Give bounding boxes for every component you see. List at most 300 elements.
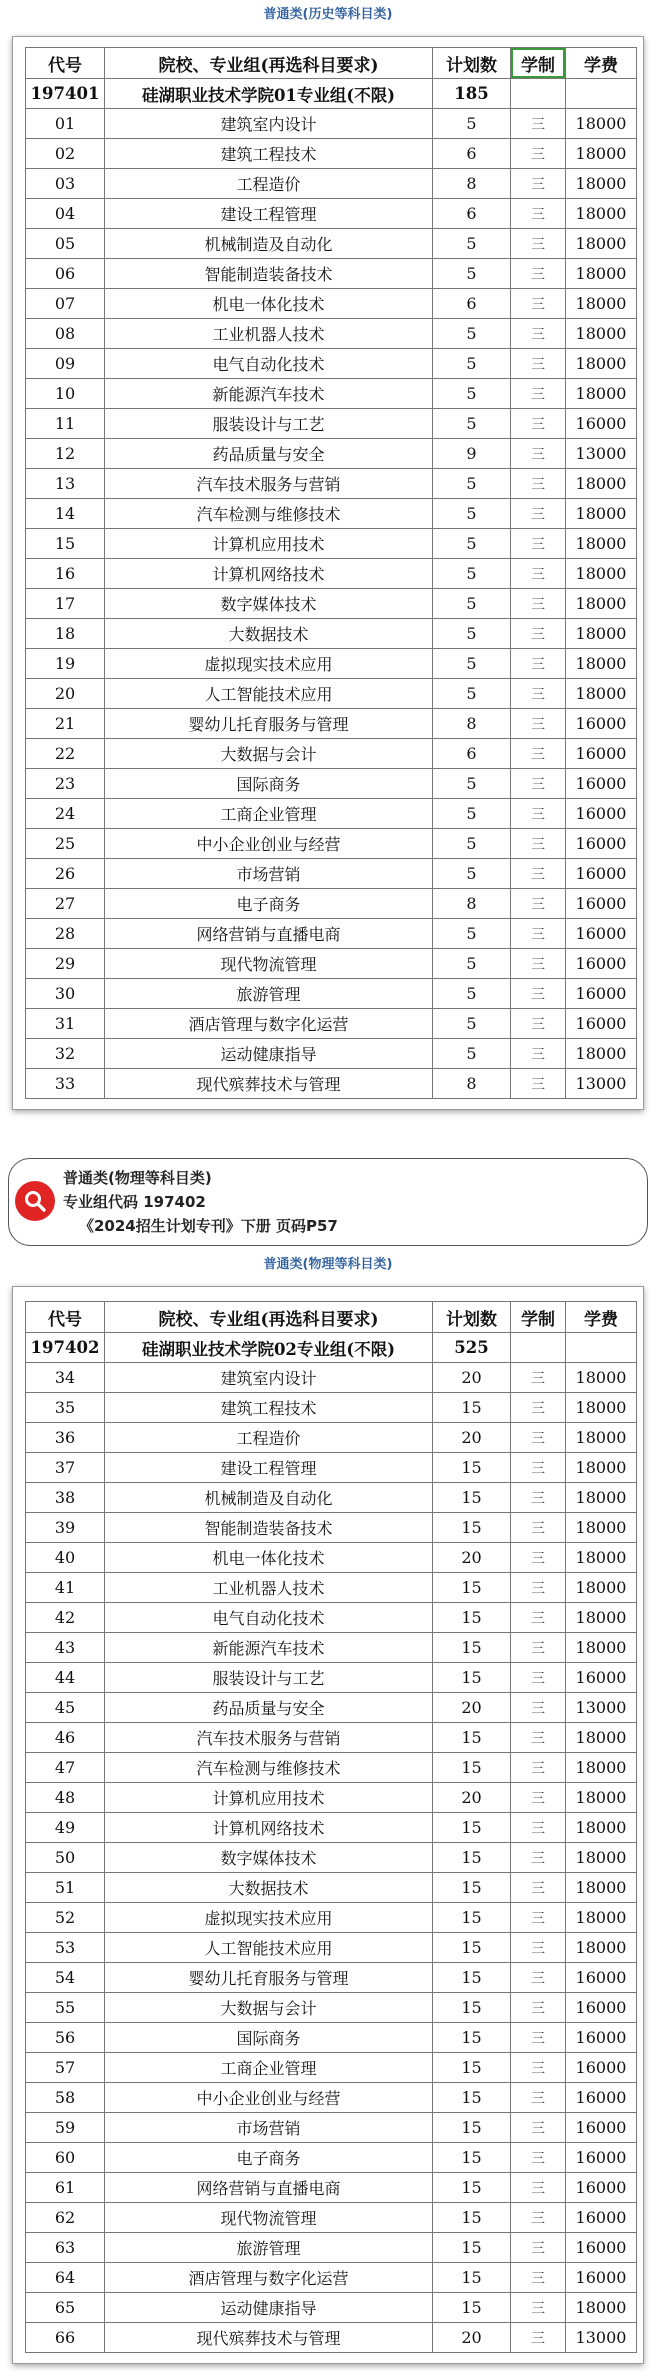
row-duration: 三 xyxy=(511,769,566,799)
row-code: 65 xyxy=(26,2293,105,2323)
row-plan-count: 15 xyxy=(433,2263,511,2293)
row-fee: 18000 xyxy=(566,619,637,649)
row-duration: 三 xyxy=(511,1783,566,1813)
row-code: 28 xyxy=(26,919,105,949)
row-major-name: 现代物流管理 xyxy=(105,2203,433,2233)
row-code: 08 xyxy=(26,319,105,349)
table-row xyxy=(26,949,637,979)
row-fee: 18000 xyxy=(566,1813,637,1843)
table-row xyxy=(26,2173,637,2203)
row-plan-count: 20 xyxy=(433,1543,511,1573)
table-row xyxy=(26,2053,637,2083)
row-plan-count: 15 xyxy=(433,1573,511,1603)
table-row xyxy=(26,589,637,619)
row-code: 63 xyxy=(26,2233,105,2263)
row-major-name: 现代殡葬技术与管理 xyxy=(105,1069,433,1099)
row-code: 30 xyxy=(26,979,105,1009)
row-plan-count: 15 xyxy=(433,2233,511,2263)
group-name: 硅湖职业技术学院02专业组(不限) xyxy=(105,1333,433,1363)
table-row xyxy=(26,1363,637,1393)
row-plan-count: 6 xyxy=(433,289,511,319)
row-fee: 16000 xyxy=(566,1993,637,2023)
row-code: 10 xyxy=(26,379,105,409)
table-row xyxy=(26,1603,637,1633)
row-code: 37 xyxy=(26,1453,105,1483)
row-duration: 三 xyxy=(511,439,566,469)
row-fee: 16000 xyxy=(566,949,637,979)
row-plan-count: 15 xyxy=(433,2113,511,2143)
row-major-name: 运动健康指导 xyxy=(105,2293,433,2323)
row-code: 45 xyxy=(26,1693,105,1723)
group-row xyxy=(26,79,637,109)
row-code: 61 xyxy=(26,2173,105,2203)
row-fee: 16000 xyxy=(566,859,637,889)
table-row xyxy=(26,1483,637,1513)
table-row xyxy=(26,259,637,289)
row-code: 18 xyxy=(26,619,105,649)
row-code: 48 xyxy=(26,1783,105,1813)
row-fee: 18000 xyxy=(566,1513,637,1543)
plan-table-physics xyxy=(25,1301,637,2353)
group-plan: 185 xyxy=(433,79,511,109)
row-fee: 16000 xyxy=(566,979,637,1009)
row-plan-count: 15 xyxy=(433,1603,511,1633)
row-code: 38 xyxy=(26,1483,105,1513)
row-major-name: 机械制造及自动化 xyxy=(105,229,433,259)
row-major-name: 大数据与会计 xyxy=(105,1993,433,2023)
row-code: 24 xyxy=(26,799,105,829)
row-duration: 三 xyxy=(511,379,566,409)
row-major-name: 婴幼儿托育服务与管理 xyxy=(105,709,433,739)
row-duration: 三 xyxy=(511,859,566,889)
row-major-name: 虚拟现实技术应用 xyxy=(105,649,433,679)
row-plan-count: 15 xyxy=(433,1963,511,1993)
row-duration: 三 xyxy=(511,829,566,859)
row-code: 32 xyxy=(26,1039,105,1069)
row-major-name: 电气自动化技术 xyxy=(105,1603,433,1633)
row-plan-count: 15 xyxy=(433,1723,511,1753)
table-row xyxy=(26,319,637,349)
row-duration: 三 xyxy=(511,619,566,649)
row-duration: 三 xyxy=(511,169,566,199)
row-major-name: 市场营销 xyxy=(105,859,433,889)
row-plan-count: 5 xyxy=(433,469,511,499)
row-duration: 三 xyxy=(511,2233,566,2263)
row-fee: 13000 xyxy=(566,1069,637,1099)
row-code: 54 xyxy=(26,1963,105,1993)
row-fee: 18000 xyxy=(566,649,637,679)
group-fee xyxy=(566,79,637,109)
table-row xyxy=(26,2233,637,2263)
row-duration: 三 xyxy=(511,559,566,589)
row-fee: 16000 xyxy=(566,709,637,739)
row-fee: 18000 xyxy=(566,1393,637,1423)
row-major-name: 汽车技术服务与营销 xyxy=(105,469,433,499)
table-row xyxy=(26,529,637,559)
row-code: 20 xyxy=(26,679,105,709)
table-row xyxy=(26,1933,637,1963)
row-major-name: 酒店管理与数字化运营 xyxy=(105,1009,433,1039)
row-code: 25 xyxy=(26,829,105,859)
row-plan-count: 9 xyxy=(433,439,511,469)
row-plan-count: 20 xyxy=(433,2323,511,2353)
row-major-name: 智能制造装备技术 xyxy=(105,1513,433,1543)
row-major-name: 数字媒体技术 xyxy=(105,1843,433,1873)
row-major-name: 建筑室内设计 xyxy=(105,1363,433,1393)
row-fee: 18000 xyxy=(566,1903,637,1933)
row-plan-count: 15 xyxy=(433,1813,511,1843)
plan-table-history xyxy=(25,47,637,1099)
history-table-panel xyxy=(12,36,644,1110)
row-code: 13 xyxy=(26,469,105,499)
row-fee: 16000 xyxy=(566,2263,637,2293)
row-code: 33 xyxy=(26,1069,105,1099)
row-major-name: 汽车检测与维修技术 xyxy=(105,499,433,529)
table-row xyxy=(26,1873,637,1903)
row-duration: 三 xyxy=(511,1843,566,1873)
row-fee: 16000 xyxy=(566,829,637,859)
row-plan-count: 5 xyxy=(433,1039,511,1069)
row-plan-count: 8 xyxy=(433,169,511,199)
row-plan-count: 15 xyxy=(433,2053,511,2083)
row-major-name: 药品质量与安全 xyxy=(105,439,433,469)
row-duration: 三 xyxy=(511,2113,566,2143)
table-row xyxy=(26,2323,637,2353)
row-fee: 16000 xyxy=(566,2023,637,2053)
row-duration: 三 xyxy=(511,1663,566,1693)
row-code: 44 xyxy=(26,1663,105,1693)
row-plan-count: 15 xyxy=(433,1903,511,1933)
row-major-name: 汽车技术服务与营销 xyxy=(105,1723,433,1753)
row-major-name: 酒店管理与数字化运营 xyxy=(105,2263,433,2293)
table-row xyxy=(26,769,637,799)
banner-category: 普通类(物理等科目类) xyxy=(63,1169,212,1187)
row-code: 15 xyxy=(26,529,105,559)
row-fee: 16000 xyxy=(566,739,637,769)
row-duration: 三 xyxy=(511,1483,566,1513)
row-code: 42 xyxy=(26,1603,105,1633)
row-plan-count: 5 xyxy=(433,109,511,139)
row-code: 06 xyxy=(26,259,105,289)
row-duration: 三 xyxy=(511,289,566,319)
row-duration: 三 xyxy=(511,2263,566,2293)
row-major-name: 新能源汽车技术 xyxy=(105,1633,433,1663)
group-code: 197402 xyxy=(26,1333,105,1363)
row-duration: 三 xyxy=(511,529,566,559)
row-duration: 三 xyxy=(511,589,566,619)
row-major-name: 新能源汽车技术 xyxy=(105,379,433,409)
row-fee: 18000 xyxy=(566,559,637,589)
row-plan-count: 5 xyxy=(433,499,511,529)
search-icon[interactable] xyxy=(15,1181,55,1221)
row-major-name: 建筑工程技术 xyxy=(105,1393,433,1423)
row-plan-count: 15 xyxy=(433,1993,511,2023)
row-major-name: 国际商务 xyxy=(105,2023,433,2053)
row-duration: 三 xyxy=(511,139,566,169)
row-plan-count: 5 xyxy=(433,409,511,439)
table-row xyxy=(26,559,637,589)
row-fee: 18000 xyxy=(566,1843,637,1873)
row-plan-count: 15 xyxy=(433,1453,511,1483)
row-code: 60 xyxy=(26,2143,105,2173)
row-code: 26 xyxy=(26,859,105,889)
row-plan-count: 15 xyxy=(433,1873,511,1903)
table-row xyxy=(26,469,637,499)
row-fee: 18000 xyxy=(566,679,637,709)
table-row xyxy=(26,2263,637,2293)
header-plan: 计划数 xyxy=(433,48,511,79)
table-row xyxy=(26,1963,637,1993)
row-plan-count: 5 xyxy=(433,349,511,379)
row-plan-count: 8 xyxy=(433,709,511,739)
row-duration: 三 xyxy=(511,2143,566,2173)
row-duration: 三 xyxy=(511,679,566,709)
group-plan: 525 xyxy=(433,1333,511,1363)
row-major-name: 服装设计与工艺 xyxy=(105,1663,433,1693)
table-row xyxy=(26,1513,637,1543)
table-row xyxy=(26,2023,637,2053)
header-duration[interactable]: 学制 xyxy=(511,48,566,79)
table-row xyxy=(26,169,637,199)
row-code: 17 xyxy=(26,589,105,619)
row-major-name: 国际商务 xyxy=(105,769,433,799)
row-fee: 16000 xyxy=(566,889,637,919)
row-fee: 16000 xyxy=(566,2083,637,2113)
row-code: 52 xyxy=(26,1903,105,1933)
table-row xyxy=(26,1573,637,1603)
row-duration: 三 xyxy=(511,109,566,139)
table-row xyxy=(26,1543,637,1573)
table-row xyxy=(26,349,637,379)
table-row xyxy=(26,1633,637,1663)
row-plan-count: 15 xyxy=(433,2023,511,2053)
header-name: 院校、专业组(再选科目要求) xyxy=(105,1302,433,1333)
table-row xyxy=(26,1693,637,1723)
row-fee: 18000 xyxy=(566,139,637,169)
row-duration: 三 xyxy=(511,1423,566,1453)
group-row xyxy=(26,1333,637,1363)
row-duration: 三 xyxy=(511,799,566,829)
row-plan-count: 5 xyxy=(433,949,511,979)
row-code: 02 xyxy=(26,139,105,169)
row-major-name: 虚拟现实技术应用 xyxy=(105,1903,433,1933)
row-major-name: 建设工程管理 xyxy=(105,199,433,229)
row-fee: 18000 xyxy=(566,289,637,319)
row-fee: 18000 xyxy=(566,199,637,229)
row-duration: 三 xyxy=(511,1069,566,1099)
row-plan-count: 5 xyxy=(433,319,511,349)
row-duration: 三 xyxy=(511,2203,566,2233)
row-major-name: 计算机网络技术 xyxy=(105,559,433,589)
row-fee: 18000 xyxy=(566,1723,637,1753)
row-major-name: 工商企业管理 xyxy=(105,2053,433,2083)
row-duration: 三 xyxy=(511,409,566,439)
table-row xyxy=(26,739,637,769)
row-major-name: 电子商务 xyxy=(105,2143,433,2173)
row-plan-count: 15 xyxy=(433,1663,511,1693)
row-code: 16 xyxy=(26,559,105,589)
table-row xyxy=(26,1723,637,1753)
row-duration: 三 xyxy=(511,1813,566,1843)
row-major-name: 工业机器人技术 xyxy=(105,1573,433,1603)
row-duration: 三 xyxy=(511,1009,566,1039)
header-plan: 计划数 xyxy=(433,1302,511,1333)
search-banner[interactable] xyxy=(8,1158,648,1246)
table-row xyxy=(26,1903,637,1933)
table-row xyxy=(26,199,637,229)
row-fee: 18000 xyxy=(566,169,637,199)
row-major-name: 机械制造及自动化 xyxy=(105,1483,433,1513)
table-row xyxy=(26,799,637,829)
row-fee: 18000 xyxy=(566,229,637,259)
table-row xyxy=(26,2143,637,2173)
row-plan-count: 5 xyxy=(433,919,511,949)
row-code: 50 xyxy=(26,1843,105,1873)
row-fee: 16000 xyxy=(566,2233,637,2263)
table-row xyxy=(26,919,637,949)
table-header-row xyxy=(26,1302,637,1333)
row-plan-count: 15 xyxy=(433,2293,511,2323)
row-code: 22 xyxy=(26,739,105,769)
row-code: 36 xyxy=(26,1423,105,1453)
row-major-name: 现代殡葬技术与管理 xyxy=(105,2323,433,2353)
table-header-row xyxy=(26,48,637,79)
row-code: 47 xyxy=(26,1753,105,1783)
row-major-name: 数字媒体技术 xyxy=(105,589,433,619)
row-code: 14 xyxy=(26,499,105,529)
header-code: 代号 xyxy=(26,1302,105,1333)
row-major-name: 计算机应用技术 xyxy=(105,529,433,559)
table-row xyxy=(26,2083,637,2113)
header-name: 院校、专业组(再选科目要求) xyxy=(105,48,433,79)
row-duration: 三 xyxy=(511,469,566,499)
table-row xyxy=(26,709,637,739)
row-duration: 三 xyxy=(511,1603,566,1633)
table-row xyxy=(26,2293,637,2323)
row-code: 19 xyxy=(26,649,105,679)
table-row xyxy=(26,979,637,1009)
row-plan-count: 5 xyxy=(433,979,511,1009)
table-row xyxy=(26,229,637,259)
row-fee: 16000 xyxy=(566,2173,637,2203)
row-major-name: 网络营销与直播电商 xyxy=(105,919,433,949)
row-duration: 三 xyxy=(511,1363,566,1393)
row-plan-count: 15 xyxy=(433,1393,511,1423)
row-code: 41 xyxy=(26,1573,105,1603)
row-major-name: 工业机器人技术 xyxy=(105,319,433,349)
row-duration: 三 xyxy=(511,1963,566,1993)
row-duration: 三 xyxy=(511,229,566,259)
row-code: 49 xyxy=(26,1813,105,1843)
row-fee: 13000 xyxy=(566,2323,637,2353)
row-duration: 三 xyxy=(511,1543,566,1573)
table-row xyxy=(26,649,637,679)
row-fee: 16000 xyxy=(566,1009,637,1039)
row-duration: 三 xyxy=(511,1693,566,1723)
row-fee: 18000 xyxy=(566,1039,637,1069)
row-plan-count: 5 xyxy=(433,379,511,409)
table-row xyxy=(26,1783,637,1813)
row-code: 03 xyxy=(26,169,105,199)
table-row xyxy=(26,829,637,859)
row-major-name: 人工智能技术应用 xyxy=(105,679,433,709)
row-fee: 16000 xyxy=(566,2203,637,2233)
row-duration: 三 xyxy=(511,319,566,349)
row-major-name: 服装设计与工艺 xyxy=(105,409,433,439)
table-row xyxy=(26,1813,637,1843)
row-fee: 16000 xyxy=(566,1663,637,1693)
row-plan-count: 5 xyxy=(433,799,511,829)
row-plan-count: 15 xyxy=(433,1483,511,1513)
table-row xyxy=(26,1009,637,1039)
row-plan-count: 5 xyxy=(433,859,511,889)
row-code: 62 xyxy=(26,2203,105,2233)
row-plan-count: 6 xyxy=(433,739,511,769)
row-code: 04 xyxy=(26,199,105,229)
row-major-name: 工程造价 xyxy=(105,169,433,199)
row-code: 09 xyxy=(26,349,105,379)
row-plan-count: 6 xyxy=(433,199,511,229)
table-row xyxy=(26,2113,637,2143)
row-code: 43 xyxy=(26,1633,105,1663)
row-code: 05 xyxy=(26,229,105,259)
row-duration: 三 xyxy=(511,259,566,289)
row-plan-count: 20 xyxy=(433,1423,511,1453)
row-major-name: 工商企业管理 xyxy=(105,799,433,829)
table-row xyxy=(26,499,637,529)
header-code: 代号 xyxy=(26,48,105,79)
row-fee: 13000 xyxy=(566,439,637,469)
group-duration xyxy=(511,1333,566,1363)
row-code: 34 xyxy=(26,1363,105,1393)
row-major-name: 机电一体化技术 xyxy=(105,289,433,319)
row-fee: 16000 xyxy=(566,409,637,439)
row-duration: 三 xyxy=(511,1753,566,1783)
row-plan-count: 15 xyxy=(433,1843,511,1873)
row-plan-count: 5 xyxy=(433,1009,511,1039)
row-major-name: 现代物流管理 xyxy=(105,949,433,979)
row-plan-count: 8 xyxy=(433,889,511,919)
row-duration: 三 xyxy=(511,1513,566,1543)
row-plan-count: 5 xyxy=(433,619,511,649)
row-plan-count: 20 xyxy=(433,1363,511,1393)
row-plan-count: 5 xyxy=(433,589,511,619)
row-code: 39 xyxy=(26,1513,105,1543)
row-major-name: 旅游管理 xyxy=(105,979,433,1009)
row-duration: 三 xyxy=(511,1573,566,1603)
row-major-name: 电子商务 xyxy=(105,889,433,919)
row-code: 29 xyxy=(26,949,105,979)
table-row xyxy=(26,289,637,319)
row-plan-count: 5 xyxy=(433,229,511,259)
table-row xyxy=(26,1039,637,1069)
row-major-name: 建设工程管理 xyxy=(105,1453,433,1483)
group-fee xyxy=(566,1333,637,1363)
row-fee: 18000 xyxy=(566,529,637,559)
row-duration: 三 xyxy=(511,199,566,229)
row-duration: 三 xyxy=(511,739,566,769)
row-plan-count: 5 xyxy=(433,559,511,589)
row-duration: 三 xyxy=(511,1873,566,1903)
row-code: 66 xyxy=(26,2323,105,2353)
row-plan-count: 20 xyxy=(433,1783,511,1813)
row-plan-count: 15 xyxy=(433,2143,511,2173)
row-code: 01 xyxy=(26,109,105,139)
row-fee: 18000 xyxy=(566,1603,637,1633)
row-duration: 三 xyxy=(511,2173,566,2203)
row-code: 07 xyxy=(26,289,105,319)
row-code: 57 xyxy=(26,2053,105,2083)
